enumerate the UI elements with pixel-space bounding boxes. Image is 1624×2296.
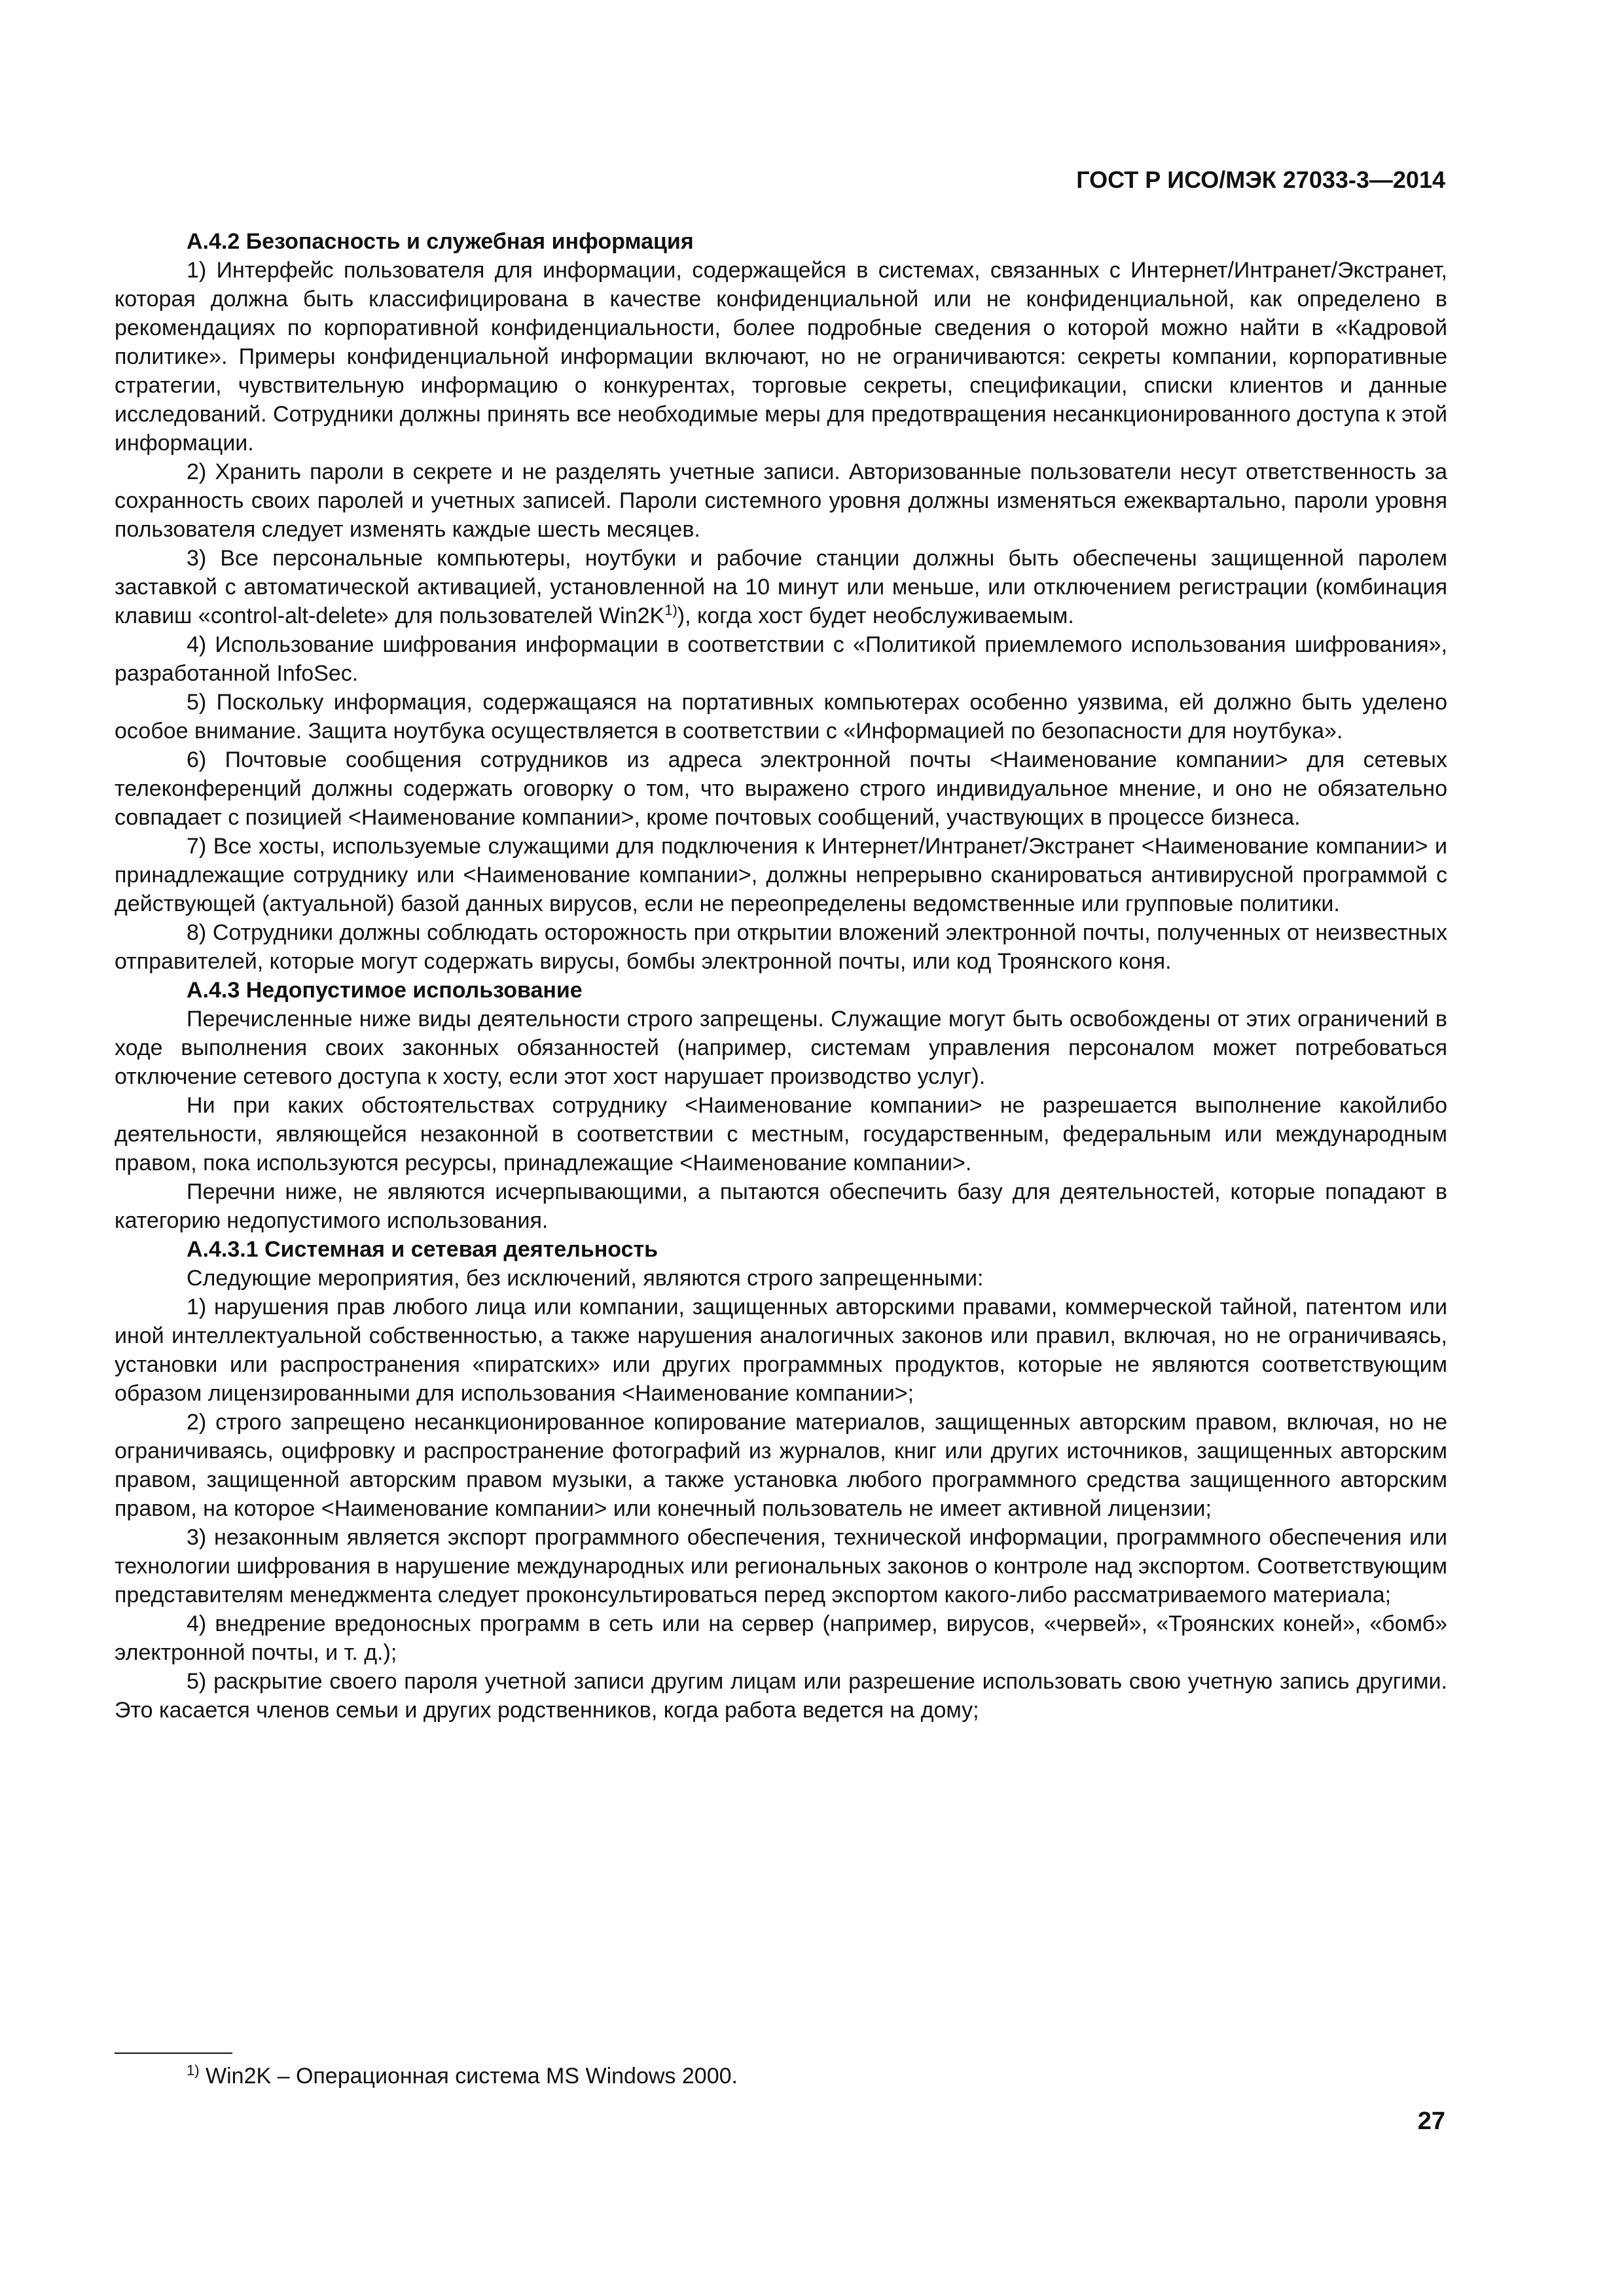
paragraph: 4) внедрение вредоносных программ в сеть или на сервер (например, вирусов, «червей», «Троянских коней», «бомб» электронной почты, и т. д.); bbox=[115, 1611, 1447, 1665]
paragraph-text: ), когда хост будет необслуживаемым. bbox=[677, 603, 1074, 628]
paragraph: 6) Почтовые сообщения сотрудников из адреса электронной почты <Наименование компании> для сетевых телеконференций должны содержать оговорку о том, что выражено строго индивидуальное мнение, и оно не обязательно совпадает с позицией <Наименование компании>, кроме почтовых сообщений, участвующих в процессе бизнеса. bbox=[115, 747, 1447, 830]
paragraph: Перечисленные ниже виды деятельности строго запрещены. Служащие могут быть освобождены от этих ограничений в ходе выполнения своих законных обязанностей (например, системам управления персоналом может потребоваться отключение сетевого доступа к хосту, если этот хост нарушает производство услуг). bbox=[115, 1007, 1447, 1089]
paragraph: 8) Сотрудники должны соблюдать осторожность при открытии вложений электронной почты, полученных от неизвестных отправителей, которые могут содержать вирусы, бомбы электронной почты, или код Троянского коня. bbox=[115, 920, 1447, 974]
paragraph-text: 3) Все персональные компьютеры, ноутбуки и рабочие станции должны быть обеспечены защищенной паролем заставкой с автоматической активацией, установленной на 10 минут или меньше, или отключением регистрации (комбинация клавиш «control-alt-delete» для пользователей Win2K bbox=[115, 546, 1447, 628]
paragraph: Следующие мероприятия, без исключений, являются строго запрещенными: bbox=[187, 1266, 984, 1291]
paragraph: 5) Поскольку информация, содержащаяся на портативных компьютерах особенно уязвима, ей должно быть уделено особое внимание. Защита ноутбука осуществляется в соответствии с «Информацией по безопасности для ноутбука». bbox=[115, 690, 1447, 744]
paragraph: 1) нарушения прав любого лица или компании, защищенных авторскими правами, коммерческой тайной, патентом или иной интеллектуальной собственностью, а также нарушения аналогичных законов или правил, включая, но не ограничиваясь, установки или распространения «пиратских» или других программных продуктов, которые не являются соответствующим образом лицензированными для использования <Наименование компании>; bbox=[115, 1295, 1447, 1406]
footnote-reference: 1) bbox=[664, 601, 677, 619]
paragraph: 2) Хранить пароли в секрете и не разделять учетные записи. Авторизованные пользователи несут ответственность за сохранность своих паролей и учетных записей. Пароли системного уровня должны изменяться ежеквартально, пароли уровня пользователя следует изменять каждые шесть месяцев. bbox=[115, 459, 1447, 542]
subsection-heading: А.4.3.1 Системная и сетевая деятельность bbox=[187, 1237, 659, 1262]
paragraph: 1) Интерфейс пользователя для информации, содержащейся в системах, связанных с Интернет/Интранет/Экстранет, которая должна быть классифицирована в качестве конфиденциальной или не конфиденциальной, как определено в рекомендациях по корпоративной конфиденциальности, более подробные сведения о которой можно найти в «Кадровой политике». Примеры конфиденциальной информации включают, но не ограничиваются: секреты компании, корпоративные стратегии, чувствительную информацию о конкурентах, торговые секреты, спецификации, списки клиентов и данные исследований. Сотрудники должны принять все необходимые меры для предотвращения несанкционированного доступа к этой информации. bbox=[115, 258, 1447, 456]
footnote-text: Win2K – Операционная система MS Windows 2000. bbox=[199, 2064, 738, 2089]
document-body bbox=[115, 227, 1447, 1725]
document-code: ГОСТ Р ИСО/МЭК 27033-3—2014 bbox=[1076, 166, 1445, 193]
paragraph: 2) строго запрещено несанкционированное копирование материалов, защищенных авторским правом, включая, но не ограничиваясь, оцифровку и распространение фотографий из журналов, книг или других источников, защищенных авторским правом, защищенной авторским правом музыки, а также установка любого программного средства защищенного авторским правом, на которое <Наименование компании> или конечный пользователь не имеет активной лицензии; bbox=[115, 1410, 1447, 1521]
paragraph: 5) раскрытие своего пароля учетной записи другим лицам или разрешение использовать свою учетную запись другими. Это касается членов семьи и других родственников, когда работа ведется на дому; bbox=[115, 1669, 1447, 1723]
footnote bbox=[187, 2062, 738, 2090]
paragraph: 3) незаконным является экспорт программного обеспечения, технической информации, программного обеспечения или технологии шифрования в нарушение международных или региональных законов о контроле над экспортом. Соответствующим представителям менеджмента следует проконсультироваться перед экспортом какого-либо рассматриваемого материала; bbox=[115, 1525, 1447, 1607]
section-heading: А.4.2 Безопасность и служебная информация bbox=[187, 229, 694, 254]
paragraph bbox=[115, 544, 1447, 630]
section-heading: А.4.3 Недопустимое использование bbox=[187, 978, 583, 1003]
footnote-divider bbox=[115, 2053, 232, 2054]
paragraph: 4) Использование шифрования информации в соответствии с «Политикой приемлемого использования шифрования», разработанной InfoSec. bbox=[115, 632, 1447, 686]
paragraph: Ни при каких обстоятельствах сотруднику <Наименование компании> не разрешается выполнение какойлибо деятельности, являющейся незаконной в соответствии с местным, государственным, федеральным или международным правом, пока используются ресурсы, принадлежащие <Наименование компании>. bbox=[115, 1093, 1447, 1175]
paragraph: Перечни ниже, не являются исчерпывающими, а пытаются обеспечить базу для деятельностей, которые попадают в категорию недопустимого использования. bbox=[115, 1179, 1447, 1233]
page-number: 27 bbox=[1417, 2108, 1445, 2135]
footnote-mark: 1) bbox=[187, 2062, 200, 2079]
paragraph: 7) Все хосты, используемые служащими для подключения к Интернет/Интранет/Экстранет <Наименование компании> и принадлежащие сотруднику или <Наименование компании>, должны непрерывно сканироваться антивирусной программой с действующей (актуальной) базой данных вирусов, если не переопределены ведомственные или групповые политики. bbox=[115, 834, 1447, 916]
